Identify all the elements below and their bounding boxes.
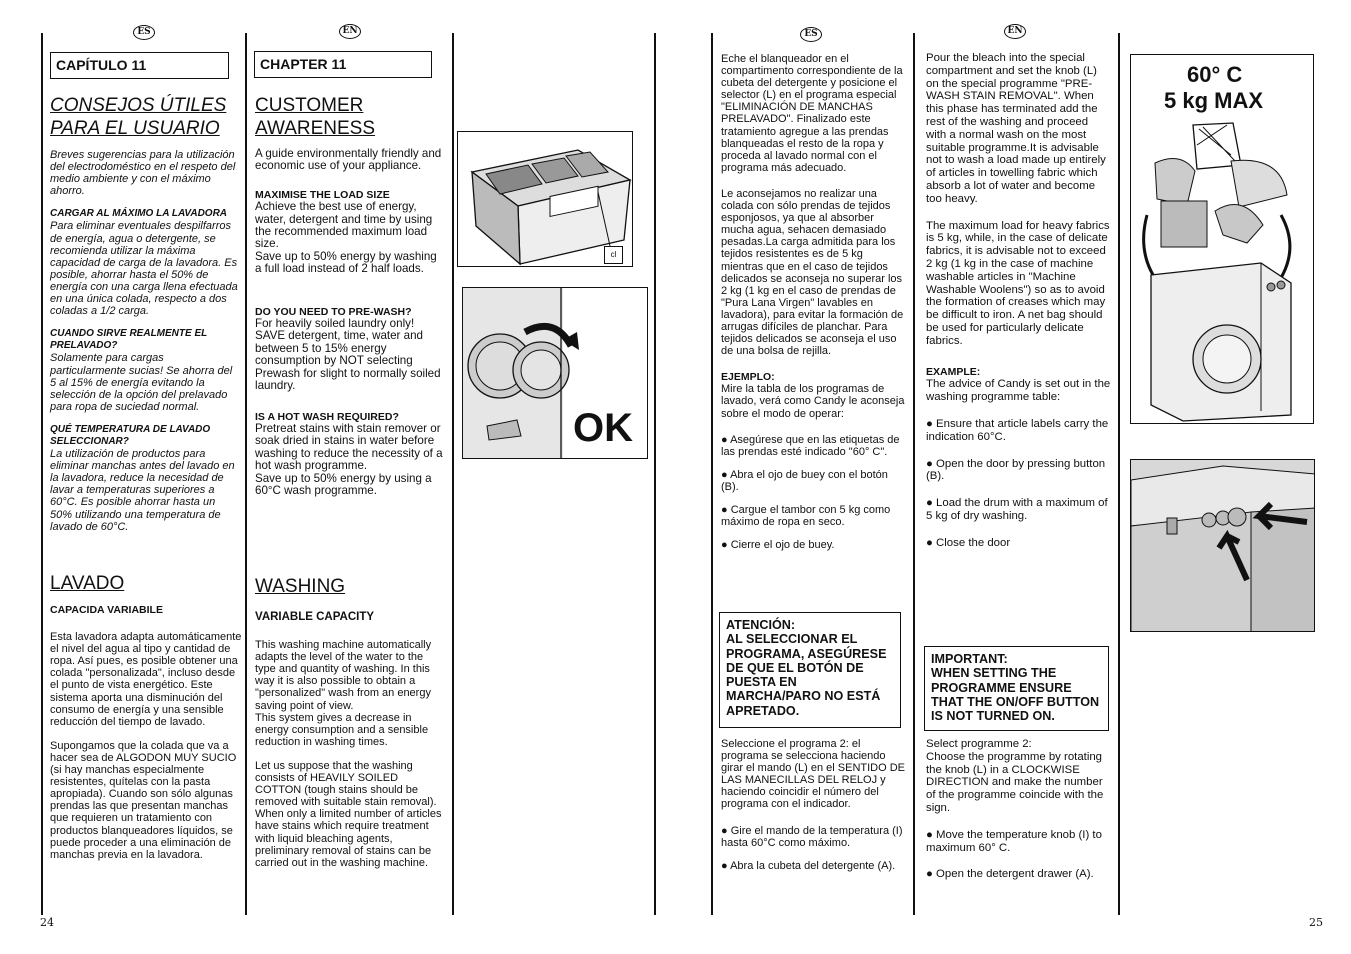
intro-text: Breves sugerencias para la utilización del electrodoméstico en el respeto del medio ambiente y con el máximo ahorro. [50, 149, 236, 198]
paragraph: Select programme 2: Choose the programme by rotating the knob (L) in a CLOCKWISE DIRECTION and make the number of the programme coincide with the sign. [926, 738, 1104, 814]
page-number: 24 [40, 916, 54, 929]
subheading: DO YOU NEED TO PRE-WASH? [255, 305, 412, 318]
bullet-item: ● Asegúrese que en las etiquetas de las prendas esté indicado "60° C". [721, 434, 907, 458]
page-number: 25 [1309, 916, 1323, 929]
load-max-illustration [1130, 54, 1314, 424]
paragraph: Supongamos que la colada que va a hacer sea de ALGODON MUY SUCIO (si hay manchas especialmente resistentes, quítelas con la pasta apropiada). Cuando son sólo algunas prendas las que presentan manchas que requieren un tratamiento con productos blanqueadores líquidos, se puede proceder a una eliminación de manchas previa en la lavadora. [50, 739, 237, 861]
paragraph: Pretreat stains with stain remover or soak dried in stains in water before washing to reduce the necessity of a hot wash programme. Save up to 50% energy by using a 60°C wash programme. [255, 421, 443, 497]
subheading: QUÉ TEMPERATURA DE LAVADO SELECCIONAR? [50, 423, 211, 447]
en-flag-icon: EN [1004, 24, 1026, 39]
paragraph: Let us suppose that the washing consists of HEAVILY SOILED COTTON (tough stains should be removed with suitable stain removal). When only a limited number of articles have stains which require treatment with liquid bleaching agents, preliminary removal of stains can be carried out in the washing machine. [255, 759, 442, 869]
bullet-item: ● Abra el ojo de buey con el botón (B). [721, 469, 907, 493]
divider [245, 33, 247, 915]
subheading: EJEMPLO: [721, 371, 775, 384]
bullet-item: ● Load the drum with a maximum of 5 kg of dry washing. [926, 497, 1111, 523]
bullet-item: ● Open the door by pressing button (B). [926, 458, 1111, 484]
title-line: CONSEJOS ÚTILES [50, 95, 227, 116]
paragraph: Mire la tabla de los programas de lavado, verá como Candy le aconseja sobre el modo de operar: [721, 383, 905, 420]
load-label: 5 kg MAX [1164, 88, 1264, 113]
bullet-item: ● Cargue el tambor con 5 kg como máximo de ropa en seco. [721, 504, 907, 528]
paragraph: Eche el blanqueador en el compartimento correspondiente de la cubeta del detergente y posicione el selector (L) en el programa especial "ELIMINACIÓN DE MANCHAS PRELAVADO". Finalizado este tratamiento agregue a las prendas blanqueadas el resto de la ropa y proceda al lavado normal con el programa más adecuado. [721, 53, 903, 174]
paragraph: Le aconsejamos no realizar una colada con sólo prendas de tejidos esponjosos, ya que al absorber mucha agua, sehacen demasiado pesadas.La carga admitida para los tejidos resistentes es de 5 kg mientras que en el caso de tejidos delicados se aconseja no superar los 2 kg (1 kg en el caso de prendas de "Pura Lana Virgen" lavables en lavadora), para evitar la formación de arrugas difíciles de planchar. Para tejidos delicados se aconseja el uso de una bolsa de rejilla. [721, 187, 904, 358]
es-lavado-column [50, 604, 242, 872]
section-title-washing: WASHING [255, 576, 346, 597]
es-tips-column [50, 149, 240, 544]
paragraph: Solamente para cargas particularmente sucias! Se ahorra del 5 al 15% de energía evitando la selección de la opción del prelavado para ropa de suciedad normal. [50, 352, 233, 413]
bullet-item: ● Close the door [926, 537, 1111, 550]
bullet-item: ● Open the detergent drawer (A). [926, 868, 1111, 881]
paragraph: Seleccione el programa 2: el programa se selecciona haciendo girar el mando (L) en el SENTIDO DE LAS MANECILLAS DEL RELOJ y haciendo coincidir el número del programa con el indicador. [721, 738, 906, 811]
section-title-es [50, 94, 226, 140]
bullet-item: ● Cierre el ojo de buey. [721, 539, 907, 551]
section-title-lavado: LAVADO [50, 573, 125, 594]
ok-label: OK [573, 406, 633, 450]
paragraph: The maximum load for heavy fabrics is 5 kg, while, in the case of delicate fabrics, it is advisable not to exceed 2 kg (1 kg in the case of machine washable articles in "Machine Washable Woolens") so as to avoid the formation of creases which may be difficult to iron. A net bag should be used for particularly delicate fabrics. [926, 219, 1110, 347]
paragraph: La utilización de productos para eliminar manchas antes del lavado en la lavadora, reduce la necesidad de lavar a temperaturas superiores a 60°C. Es posible ahorrar hasta un 50% utilizando una temperatura de lavado de 60°C. [50, 448, 235, 533]
paragraph: For heavily soiled laundry only! SAVE detergent, time, water and between 5 to 15% energy consumption by NOT selecting Prewash for slight to normally soiled laundry. [255, 317, 441, 393]
intro-text: A guide environmentally friendly and economic use of your appliance. [255, 147, 442, 173]
bullet-item: ● Gire el mando de la temperatura (I) hasta 60°C como máximo. [721, 825, 907, 849]
subheading: CAPACIDA VARIABILE [50, 604, 163, 616]
subheading: CUANDO SIRVE REALMENTE EL PRELAVADO? [50, 328, 208, 352]
detergent-drawer-illustration [457, 131, 633, 267]
paragraph: Pour the bleach into the special compartment and set the knob (L) on the special programme "PRE-WASH STAIN REMOVAL". When this phase has terminated add the rest of the washing and proceed with a normal wash on the most suitable programme.It is advisable not to wash a load made up entirely of articles in towelling fabric which absorb a lot of water and become too heavy. [926, 52, 1106, 205]
divider [711, 33, 713, 915]
bullet-item: ● Abra la cubeta del detergente (A). [721, 860, 907, 872]
temperature-label: 60° C [1187, 62, 1243, 87]
divider [41, 33, 43, 915]
divider [913, 33, 915, 915]
chapter-box-es: CAPÍTULO 11 [50, 52, 229, 79]
es-flag-icon: ES [800, 27, 822, 42]
warning-box-en: IMPORTANT: WHEN SETTING THE PROGRAMME ENSURE THAT THE ON/OFF BUTTON IS NOT TURNED ON. [924, 646, 1109, 731]
divider [654, 33, 656, 915]
en-right-column [926, 52, 1111, 561]
paragraph: Esta lavadora adapta automáticamente el nivel del agua al tipo y cantidad de ropa. Así pues, es posible obtener una colada "personalizada", incluso desde el punto de vista energético. Este sistema aporta una disminución del consumo de energía y una sensible reducción del tiempo de lavado. [50, 631, 242, 728]
divider [452, 33, 454, 915]
subheading: MAXIMISE THE LOAD SIZE [255, 188, 390, 201]
subheading: CARGAR AL MÁXIMO LA LAVADORA [50, 208, 228, 220]
paragraph: This washing machine automatically adapts the level of the water to the type and quantity of washing. In this way it is also possible to obtain a "personalized" wash from an energy saving point of view. This system gives a decrease in energy consumption and a sensible reduction in washing times. [255, 639, 432, 748]
paragraph: Achieve the best use of energy, water, detergent and time by using the recommended maximum load size. Save up to 50% energy by washing a full load instead of 2 half loads. [255, 200, 437, 276]
en-flag-icon: EN [339, 24, 361, 39]
subheading: IS A HOT WASH REQUIRED? [255, 410, 399, 423]
es-flag-icon: ES [133, 25, 155, 40]
paragraph: The advice of Candy is set out in the washing programme table: [926, 378, 1111, 404]
warning-box-es: ATENCIÓN: AL SELECCIONAR EL PROGRAMA, ASEGÚRESE DE QUE EL BOTÓN DE PUESTA EN MARCHA/PARO NO ESTÁ APRETADO. [719, 612, 901, 728]
drawer-label: cl [604, 246, 623, 264]
en-right-column-lower [926, 738, 1111, 892]
bullet-item: ● Ensure that article labels carry the indication 60°C. [926, 418, 1111, 444]
section-title-en [255, 94, 375, 140]
divider [1118, 33, 1120, 915]
en-washing-column [255, 611, 445, 880]
es-right-column [721, 53, 907, 562]
es-right-column-lower [721, 738, 907, 883]
subheading: EXAMPLE: [926, 365, 981, 378]
control-panel-icon [1131, 460, 1315, 632]
en-tips-column [255, 148, 445, 508]
paragraph: Para eliminar eventuales despilfarros de energía, agua o detergente, se recomienda utilizar la máxima capacidad de carga de la lavadora. Es posible, ahorrar hasta el 50% de energía con una carga llena efectuada en una única colada, respecto a dos coladas a 1/2 carga. [50, 220, 238, 318]
knob-ok-illustration [462, 287, 648, 459]
bullet-item: ● Move the temperature knob (I) to maximum 60° C. [926, 829, 1111, 855]
subheading: VARIABLE CAPACITY [255, 611, 375, 623]
title-line: AWARENESS [255, 118, 376, 139]
laundry-machine-icon [1131, 115, 1314, 424]
title-line: PARA EL USUARIO [50, 118, 220, 139]
title-line: CUSTOMER [255, 95, 364, 116]
control-panel-illustration [1130, 459, 1315, 632]
chapter-box-en: CHAPTER 11 [254, 51, 432, 78]
